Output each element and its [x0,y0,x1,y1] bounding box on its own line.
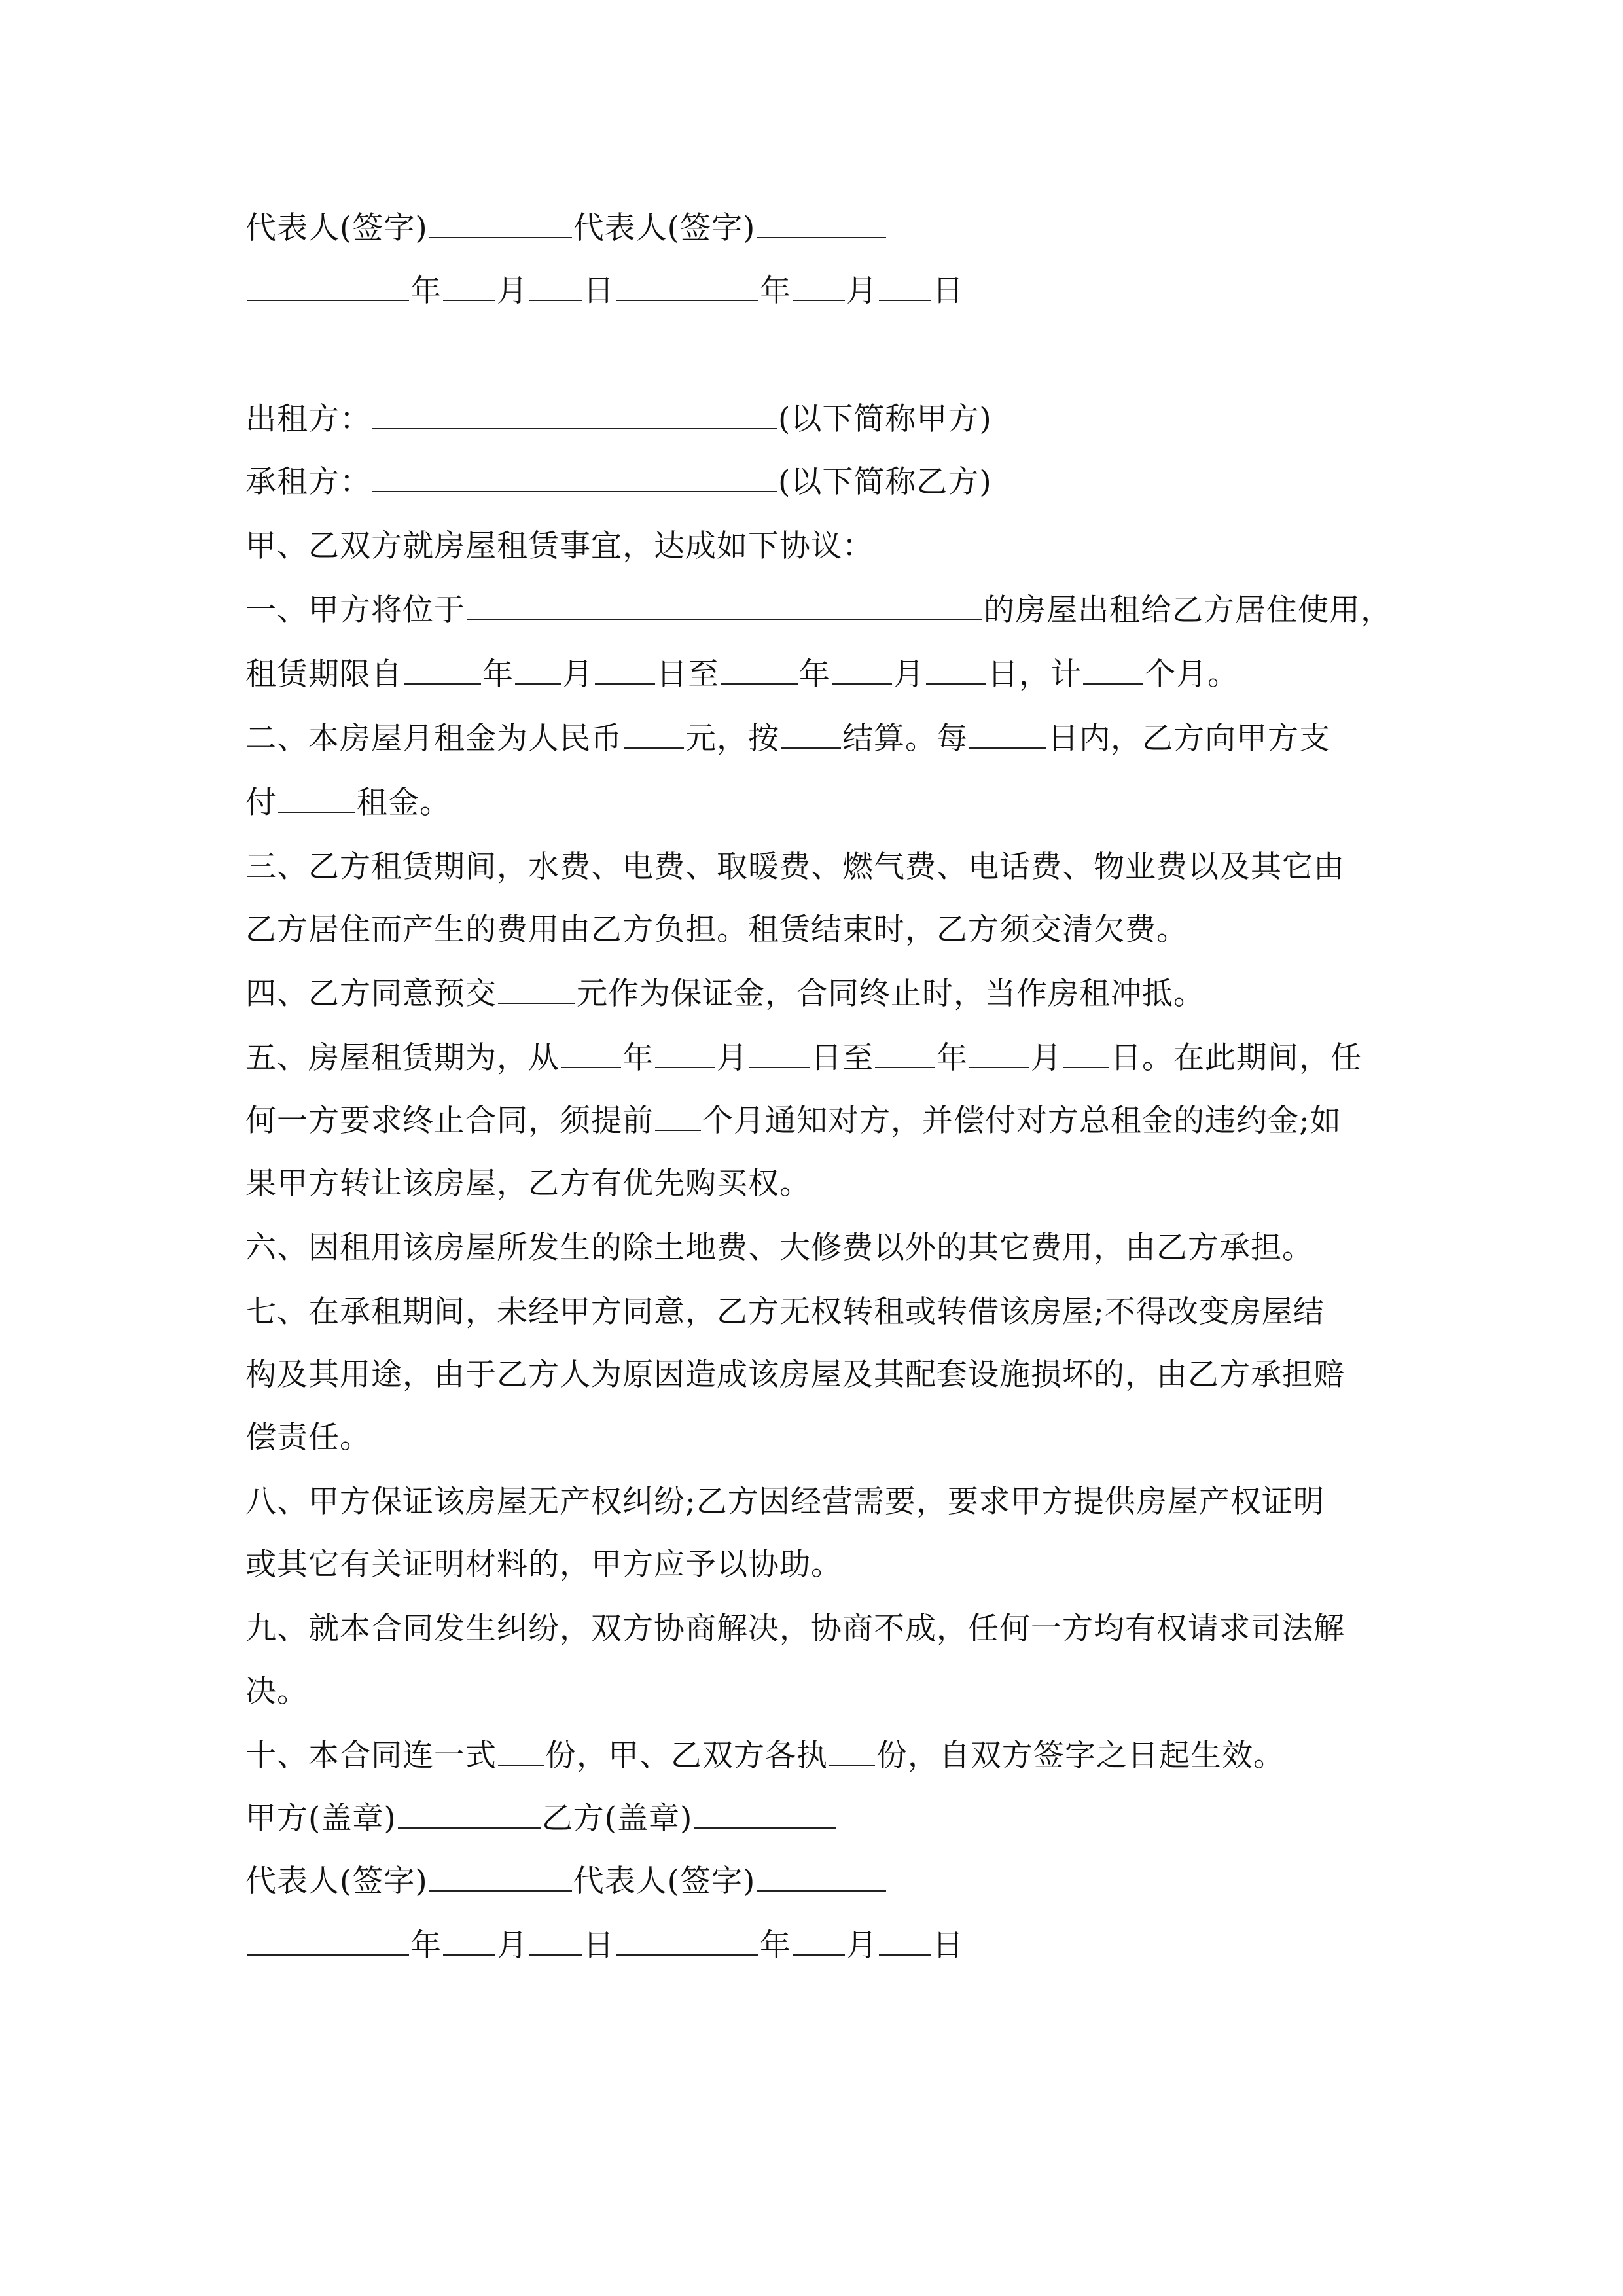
term-start-month-blank[interactable] [515,643,561,685]
party-a-seal-blank[interactable] [398,1787,541,1829]
clause-text: 年 [799,656,830,692]
clause-text: 月 [1031,1040,1062,1076]
year-label: 年 [760,1928,791,1964]
clause-text: 日至 [811,1040,874,1076]
payment-period-blank[interactable] [781,707,841,749]
lessee-name-blank[interactable] [372,450,777,492]
period-start-day-blank[interactable] [749,1026,810,1068]
clause-2-line-1 [245,707,1384,771]
date-a-day-blank[interactable] [529,259,582,301]
clause-4-line-1 [245,962,1384,1026]
rent-amount-blank[interactable] [278,771,355,813]
clause-text: 日至 [656,656,719,692]
year-label: 年 [410,273,442,309]
clause-text: 日。在此期间，任 [1111,1040,1362,1076]
clause-text: 年 [622,1040,654,1076]
property-address-blank[interactable] [467,579,982,620]
clause-text: 十、本合同连一式 [245,1738,497,1774]
clause-7-line-3: 偿责任。 [245,1420,371,1456]
lessor-suffix: (以下简称甲方) [778,401,992,437]
clause-2-line-2 [245,771,1384,835]
clause-9-line-1: 九、就本合同发生纠纷，双方协商解决，协商不成，任何一方均有权请求司法解 [245,1611,1345,1647]
top-representative-line [245,196,1384,260]
clause-text: 四、乙方同意预交 [245,976,497,1012]
clause-text: 月 [893,656,925,692]
period-end-day-blank[interactable] [1063,1026,1109,1068]
bottom-representative-line [245,1850,1384,1914]
rep-b-label: 代表人(签字) [573,1863,756,1899]
day-label: 日 [583,273,615,309]
clause-3-line-2: 乙方居住而产生的费用由乙方负担。租赁结束时，乙方须交清欠费。 [245,912,1188,948]
lessee-line [245,450,1384,514]
period-end-year-blank[interactable] [875,1026,935,1068]
month-label: 月 [497,273,528,309]
lessor-name-blank[interactable] [372,387,777,429]
clause-text: 份，自双方签字之日起生效。 [876,1738,1285,1774]
date-a-year-blank[interactable] [247,1914,409,1956]
bottom-date-line [245,1914,1384,1978]
lessee-label: 承租方： [245,464,371,500]
rep-a-label: 代表人(签字) [245,210,428,246]
year-label: 年 [410,1928,442,1964]
clause-text: 付 [245,785,277,821]
clause-text: 二、本房屋月租金为人民币 [245,721,622,757]
clause-text: 租赁期限自 [245,656,402,692]
month-label: 月 [497,1928,528,1964]
date-b-month-blank[interactable] [793,1914,845,1956]
lessor-line [245,387,1384,452]
deposit-amount-blank[interactable] [498,962,575,1004]
day-label: 日 [933,273,964,309]
clause-1-line-1 [245,579,1392,643]
term-end-year-blank[interactable] [721,643,798,685]
lessee-suffix: (以下简称乙方) [778,464,992,500]
monthly-rent-blank[interactable] [624,707,684,749]
party-b-seal-label: 乙方(盖章) [541,1801,693,1837]
lessor-label: 出租方： [245,401,371,437]
day-label: 日 [933,1928,964,1964]
clause-text: 份，甲、乙双方各执 [545,1738,828,1774]
clause-text: 元作为保证金，合同终止时，当作房租冲抵。 [577,976,1205,1012]
period-start-month-blank[interactable] [655,1026,715,1068]
term-end-month-blank[interactable] [832,643,892,685]
clause-6-line-1: 六、因租用该房屋所发生的除土地费、大修费以外的其它费用，由乙方承担。 [245,1230,1313,1266]
period-start-year-blank[interactable] [561,1026,621,1068]
payment-days-blank[interactable] [969,707,1046,749]
copies-each-blank[interactable] [829,1724,875,1766]
clause-5-line-2 [245,1089,1384,1153]
rep-b-label: 代表人(签字) [573,210,756,246]
copies-total-blank[interactable] [498,1724,544,1766]
clause-text: 年 [936,1040,968,1076]
clause-text: 的房屋出租给乙方居住使用， [984,592,1392,628]
date-b-month-blank[interactable] [793,259,845,301]
clause-8-line-2: 或其它有关证明材料的，甲方应予以协助。 [245,1547,842,1583]
agreement-intro: 甲、乙双方就房屋租赁事宜，达成如下协议： [245,528,874,564]
rep-b-signature-blank[interactable] [757,1850,886,1892]
clause-5-line-1 [245,1026,1384,1090]
clause-text: 五、房屋租赁期为，从 [245,1040,560,1076]
clause-7-line-2: 构及其用途，由于乙方人为原因造成该房屋及其配套设施损坏的，由乙方承担赔 [245,1357,1345,1393]
clause-1-line-2 [245,643,1384,707]
day-label: 日 [583,1928,615,1964]
rep-b-signature-blank[interactable] [757,196,886,238]
clause-text: 个月。 [1145,656,1239,692]
date-a-month-blank[interactable] [443,259,495,301]
clause-text: 租金。 [357,785,451,821]
period-end-month-blank[interactable] [969,1026,1029,1068]
clause-text: 日，计 [988,656,1082,692]
clause-text: 结算。每 [842,721,968,757]
clause-3-line-1: 三、乙方租赁期间，水费、电费、取暖费、燃气费、电话费、物业费以及其它由 [245,849,1345,885]
bottom-seal-line [245,1787,1384,1851]
date-b-day-blank[interactable] [879,259,931,301]
date-a-year-blank[interactable] [247,259,409,301]
clause-text: 日内，乙方向甲方支 [1048,721,1330,757]
clause-text: 年 [482,656,514,692]
party-b-seal-blank[interactable] [694,1787,836,1829]
date-b-year-blank[interactable] [616,1914,758,1956]
term-start-year-blank[interactable] [404,643,481,685]
month-label: 月 [846,1928,878,1964]
top-date-line [245,259,1384,323]
clause-text: 元，按 [685,721,779,757]
clause-text: 月 [717,1040,748,1076]
clause-text: 个月通知对方，并偿付对方总租金的违约金;如 [702,1103,1342,1139]
party-a-seal-label: 甲方(盖章) [245,1801,397,1837]
month-label: 月 [846,273,878,309]
clause-7-line-1: 七、在承租期间，未经甲方同意，乙方无权转租或转借该房屋;不得改变房屋结 [245,1294,1325,1330]
term-months-blank[interactable] [1083,643,1143,685]
clause-8-line-1: 八、甲方保证该房屋无产权纠纷;乙方因经营需要，要求甲方提供房屋产权证明 [245,1484,1325,1520]
clause-5-line-3: 果甲方转让该房屋，乙方有优先购买权。 [245,1166,811,1202]
date-a-month-blank[interactable] [443,1914,495,1956]
clause-text: 月 [562,656,594,692]
rep-a-signature-blank[interactable] [429,196,572,238]
clause-text: 一、甲方将位于 [245,592,465,628]
clause-10-line-1 [245,1724,1384,1788]
rep-a-signature-blank[interactable] [429,1850,572,1892]
rep-a-label: 代表人(签字) [245,1863,428,1899]
notice-months-blank[interactable] [655,1089,701,1131]
year-label: 年 [760,273,791,309]
clause-text: 何一方要求终止合同，须提前 [245,1103,654,1139]
date-b-day-blank[interactable] [879,1914,931,1956]
clause-9-line-2: 决。 [245,1674,308,1710]
term-end-day-blank[interactable] [926,643,986,685]
date-a-day-blank[interactable] [529,1914,582,1956]
term-start-day-blank[interactable] [595,643,655,685]
date-b-year-blank[interactable] [616,259,758,301]
